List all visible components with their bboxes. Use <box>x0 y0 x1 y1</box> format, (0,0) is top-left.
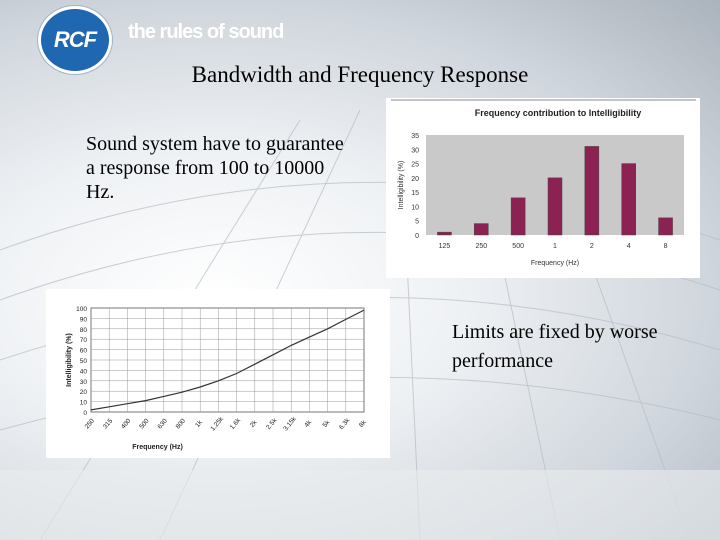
x-axis-label: Frequency (Hz) <box>132 444 183 451</box>
y-axis-label: Intelligibility (%) <box>66 333 73 387</box>
x-tick-label: 630 <box>156 417 169 431</box>
bar <box>511 198 525 235</box>
y-tick-label: 20 <box>79 389 87 397</box>
bar <box>659 218 673 235</box>
tagline: the rules of sound <box>128 21 284 43</box>
x-tick-label: 5k <box>321 419 332 429</box>
bar <box>548 178 562 235</box>
y-tick-label: 20 <box>411 175 419 183</box>
x-tick-label: 1.6k <box>228 417 243 431</box>
line-chart <box>46 289 390 458</box>
logo-text: RCF <box>53 27 97 52</box>
x-tick-label: 500 <box>512 243 524 250</box>
y-tick-label: 10 <box>79 399 87 407</box>
rcf-logo <box>38 6 112 74</box>
y-tick-label: 5 <box>415 218 419 226</box>
y-tick-label: 15 <box>411 190 419 198</box>
x-tick-label: 1.25k <box>209 415 226 433</box>
x-tick-label: 315 <box>101 417 115 431</box>
x-tick-label: 8k <box>357 419 368 429</box>
x-tick-label: 250 <box>83 417 97 431</box>
x-axis-label: Frequency (Hz) <box>530 260 580 267</box>
y-tick-label: 35 <box>411 133 419 140</box>
x-tick-label: 4 <box>626 243 631 250</box>
y-tick-label: 30 <box>411 147 419 155</box>
body-text-right: Limits are fixed by worse performance <box>452 321 658 372</box>
y-axis-label: Intelligibility (%) <box>398 160 405 210</box>
x-tick-label: 250 <box>475 243 488 250</box>
x-tick-label: 2k <box>248 419 259 429</box>
x-tick-label: 4k <box>303 419 314 429</box>
body-text-left: Sound system have to guarantee a response from 100 to 10000 Hz. <box>86 133 344 203</box>
bar <box>474 224 488 235</box>
y-tick-label: 50 <box>79 358 87 365</box>
y-tick-label: 70 <box>79 337 87 345</box>
x-tick-label: 400 <box>120 417 133 431</box>
chart-title: Frequency contribution to Intelligibility <box>474 108 642 118</box>
bar-chart <box>386 98 700 278</box>
bar-chart-panel <box>386 98 700 278</box>
x-tick-label: 6.3k <box>338 417 352 431</box>
y-tick-label: 60 <box>79 347 87 355</box>
bar <box>437 232 451 235</box>
x-tick-label: 3.15k <box>282 415 298 433</box>
y-tick-label: 40 <box>79 368 87 376</box>
x-tick-label: 8 <box>663 243 668 250</box>
x-tick-label: 800 <box>174 417 188 431</box>
x-tick-label: 125 <box>438 243 451 250</box>
x-tick-label: 1k <box>194 419 204 429</box>
x-tick-label: 2.5k <box>265 417 279 431</box>
slide-title: Bandwidth and Frequency Response <box>191 62 529 87</box>
y-tick-label: 10 <box>411 204 419 212</box>
y-tick-label: 0 <box>415 233 419 240</box>
y-tick-label: 30 <box>79 378 87 386</box>
y-tick-label: 100 <box>76 306 87 313</box>
x-tick-label: 500 <box>138 417 151 431</box>
y-tick-label: 0 <box>83 410 87 417</box>
x-tick-label: 2 <box>589 243 594 250</box>
y-tick-label: 80 <box>79 326 87 334</box>
line-chart-panel <box>46 289 390 458</box>
x-tick-label: 1 <box>553 243 557 250</box>
bar <box>622 164 636 235</box>
header <box>0 0 720 68</box>
y-tick-label: 90 <box>79 316 87 324</box>
bar <box>585 146 599 235</box>
y-tick-label: 25 <box>411 161 419 169</box>
